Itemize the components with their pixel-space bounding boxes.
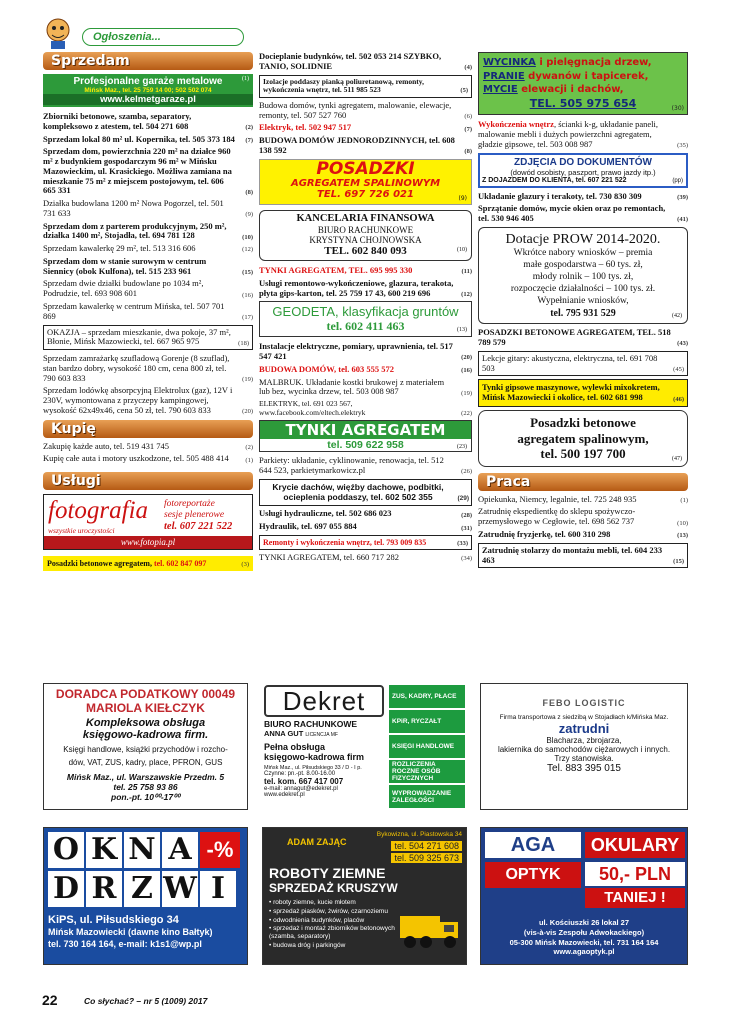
ad-number: (9): [458, 194, 467, 202]
ad-number: (5): [460, 87, 468, 95]
ad-number: (41): [677, 216, 688, 224]
okna-percent: -%: [200, 832, 240, 868]
aga-vis: (vis-à-vis Zespołu Adwokackiego): [523, 927, 645, 937]
ad-number: (33): [457, 539, 468, 547]
section-title: Ogłoszenia...: [93, 31, 161, 43]
okulary-text: OKULARY: [585, 832, 685, 858]
ad-number: (43): [677, 340, 688, 348]
okna-city: Mińsk Mazowiecki (dawne kino Bałtyk): [48, 927, 213, 938]
drzwi-letter: W: [163, 871, 197, 906]
ad-number: (6): [464, 112, 472, 120]
doradca-title: DORADCA PODATKOWY 00049: [55, 687, 236, 701]
dekret-licence: LICENCJA MF: [305, 732, 338, 738]
wycinka-line1: i pielęgnacja drzew,: [535, 57, 652, 68]
ad-number: (22): [461, 409, 472, 417]
posadzki-agregat-ad: [478, 328, 688, 348]
febo-line3: Blacharza, zbrojarza,: [546, 736, 622, 745]
zdjecia-sub: (dowód osobisty, paszport, prawo jazdy itp.): [510, 167, 656, 177]
ad-text: Sprzedam kawalerkę 29 m², tel. 513 316 606: [43, 243, 196, 254]
dekret-service: ZUS, KADRY, PŁACE: [389, 685, 465, 708]
ad-text: ELEKTRYK, tel. 691 023 567, www.facebook.com/eltech.elektryk: [259, 399, 366, 417]
okna-address: KiPS, ul. Piłsudskiego 34: [48, 914, 179, 926]
aga-price: 50,- PLN: [585, 862, 685, 886]
garage-sub: Mińsk Maz., tel. 25 759 14 00; 502 502 074: [84, 87, 212, 94]
ad-text: Izolacje poddaszy pianką poliuretanową, remonty, wykończenia wnętrz, tel. 511 985 523: [263, 76, 424, 95]
ad-number: (13): [677, 532, 688, 540]
remont-ad: [259, 279, 472, 299]
adam-title1: ROBOTY ZIEMNE: [269, 865, 386, 881]
ad-text: MALBRUK. Układanie kostki brukowej z materiałem lub bez, wycinka drzew, tel. 503 008 987: [259, 376, 445, 397]
header-logo: [38, 14, 80, 50]
doradca-line6: dów, VAT, ZUS, kadry, place, PFRON, GUS: [68, 758, 223, 767]
drzwi-row: [48, 871, 236, 907]
dekret-ad: [262, 683, 467, 810]
elektryk-ad: [259, 123, 472, 133]
okna-letter: N: [124, 832, 160, 868]
drzwi-letter: D: [48, 871, 84, 907]
okazja-ad: [43, 325, 253, 351]
prow-line: Wkrótce nabory wniosków – premia: [513, 248, 653, 259]
posadzki-big-ad: [259, 159, 472, 205]
zdjecia-ad: [478, 153, 688, 188]
ad-number: (15): [242, 269, 253, 277]
ad-number: (19): [242, 375, 253, 383]
izolacje-ad: [259, 75, 472, 98]
ad-number: (47): [672, 455, 682, 462]
aga-url[interactable]: www.agaoptyk.pl: [553, 947, 615, 957]
ad-number: (20): [242, 408, 253, 416]
ad-number: (46): [673, 396, 684, 404]
prow-line: rozpoczęcie działalności – 100 tys. zł.: [510, 284, 656, 295]
ad-text: Kupię całe auta i motory uszkodzone, tel. 505 488 414: [43, 453, 229, 464]
ad-text: Parkiety: układanie, cyklinowanie, renowacja, tel. 512 644 523, parkietymarkowicz.pl: [259, 455, 444, 476]
wycinka-ad: [478, 52, 688, 115]
ad-number: (45): [673, 365, 684, 373]
ad-number: (31): [461, 524, 472, 532]
dekret-logo: Dekret: [264, 685, 384, 717]
ad-text: Sprzedam lodówkę absorpcyjną Elektrolux (gaz), 12V i 230V, wymontowana z przyczepy kampingowej, wysokość 62x49x46, cena 50 zł, tel. 790 603 833: [43, 385, 233, 415]
febo-line4: lakiernika do samochodów ciężarowych i innych.: [497, 745, 671, 754]
sprzedam-list-2: [43, 354, 253, 416]
zdjecia-tel: Z DOJAZDEM DO KLIENTA, tel. 607 221 522: [482, 176, 627, 184]
okna-tel: tel. 730 164 164, e-mail: k1s1@wp.pl: [48, 938, 202, 949]
truck-icon: [398, 898, 462, 956]
ad-number: (3): [241, 560, 249, 568]
ad-text: Sprzedam dom w stanie surowym w centrum Siennicy (obok Kulfona), tel. 515 233 961: [43, 255, 207, 276]
tynki-gipsowe-ad: [478, 379, 688, 407]
ad-text: Usługi remontowo-wykończeniowe, glazura, terakota, płyta gips-karton, tel. 25 759 17 43, 600 219 696: [259, 277, 454, 298]
hydraulika-ad: [259, 509, 472, 519]
gitary-ad: [478, 351, 688, 377]
section-sprzedam: Sprzedam: [43, 52, 253, 70]
column-left: [43, 52, 253, 574]
adam-services: [269, 898, 399, 951]
column-right: [478, 52, 688, 571]
ad-number: (12): [461, 290, 472, 298]
krycie-ad: [259, 479, 472, 507]
adam-zajac-ad: [262, 827, 467, 965]
ad-number: (1): [245, 456, 253, 464]
ad-number: (4): [464, 64, 472, 72]
optyk-text: OPTYK: [485, 862, 581, 888]
posbet-tel: tel. 500 197 700: [540, 446, 626, 462]
kancelaria-title: KANCELARIA FINANSOWA: [296, 212, 435, 224]
febo-line5: Trzy stanowiska.: [554, 754, 614, 763]
ad-text: Usługi hydrauliczne, tel. 502 686 023: [259, 508, 392, 519]
prow-line: Wypełnianie wniosków,: [537, 295, 629, 306]
okna-letter: A: [162, 832, 198, 868]
zdjecia-title: ZDJĘCIA DO DOKUMENTÓW: [514, 156, 652, 168]
ad-number: (1): [680, 496, 688, 504]
ad-number: (19): [461, 389, 472, 397]
geodeta-tel: tel. 602 411 463: [326, 319, 405, 334]
sprzedam-list: [43, 112, 253, 322]
classified-ad: [43, 222, 253, 242]
ad-text: Sprzedam zamrażarkę szufladową Gorenje (8 szuflad), stan bardzo dobry, wysokość 180 cm, cena 800 zł, tel. 790 603 833: [43, 353, 230, 383]
okazja-text: OKAZJA – sprzedam mieszkanie, dwa pokoje, 37 m², Błonie, Mińsk Mazowiecki, tel. 667 965 975: [47, 326, 231, 347]
ad-text: Instalacje elektryczne, pomiary, uprawnienia, tel. 517 547 421: [259, 341, 453, 362]
ad-text: BUDOWA DOMÓW, tel. 603 555 572: [259, 363, 394, 374]
ad-text: Działka budowlana 1200 m² Nowa Pogorzel, tel. 501 731 633: [43, 198, 224, 218]
classified-ad: [43, 257, 253, 277]
section-uslugi: Usługi: [43, 472, 253, 490]
garage-title: Profesjonalne garaże metalowe: [73, 76, 223, 87]
ad-text: Sprzedam dom z parterem produkcyjnym, 250 m², działka 1400 m², Stojadła, tel. 694 781 128: [43, 220, 227, 241]
adam-service-item: • sprzedaż i montaż zbiorników betonowych (szamba, separatory): [269, 925, 395, 941]
dekret-line4: księgowo-kadrowa firm: [264, 752, 365, 762]
ad-text: Tynki gipsowe maszynowe, wylewki mixokretem, Mińsk Mazowiecki i okolice, tel. 602 681 998: [482, 382, 660, 403]
kancelaria-line3: KRYSTYNA CHOJNOWSKA: [309, 235, 422, 246]
adam-service-item: • roboty ziemne, kucie młotem: [269, 899, 356, 906]
ad-highlight: Wykończenia wnętrz: [478, 119, 554, 130]
adam-service-item: • sprzedaż piasków, żwirów, czarnoziemu: [269, 907, 388, 915]
column-middle: [259, 52, 472, 566]
ad-text: BUDOWA DOMÓW JEDNORODZINNYCH, tel. 608 138 592: [259, 135, 455, 155]
malbruk-ad: [259, 378, 472, 398]
ad-text: Lekcje gitary: akustyczna, elektryczna, tel. 691 708 503: [482, 352, 658, 373]
wykonczenia-ad: [478, 120, 688, 149]
ad-text: Elektryk, tel. 502 947 517: [259, 122, 352, 133]
dekret-hours: Czynne: pn.-pt. 8.00-16.00: [264, 771, 336, 777]
ad-text: Budowa domów, tynki agregatem, malowanie, elewacje, remonty, tel. 507 527 760: [259, 99, 452, 120]
garage-ad: [43, 74, 253, 107]
ad-text: Zbiorniki betonowe, szamba, separatory, kompleksowo z atestem, tel. 504 271 608: [43, 111, 192, 131]
praca-list: [478, 495, 688, 540]
mycie-word: MYCIE: [483, 84, 518, 95]
wycinka-word: WYCINKA: [483, 57, 536, 68]
prow-title: Dotacje PROW 2014-2020.: [505, 231, 661, 247]
ad-number: (23): [457, 444, 467, 451]
dekret-service: WYPROWADZANIE ZALEGŁOŚCI: [389, 785, 465, 808]
fotografia-logo: fotografia: [48, 497, 149, 525]
ad-number: (9): [245, 211, 253, 219]
ad-number: (30): [671, 105, 684, 112]
adam-service-item: • odwodnienia budynków, placów: [269, 916, 365, 924]
aga-ad: [480, 827, 688, 965]
geodeta-ad: [259, 301, 472, 337]
ad-number: (29): [457, 494, 469, 502]
dekret-url: www.edekret.pl: [264, 792, 305, 798]
aga-taniej: TANIEJ !: [585, 888, 685, 908]
wycinka-line2: dywanów i tapicerek,: [524, 70, 649, 82]
drzwi-letter: R: [86, 871, 122, 907]
kancelaria-tel: TEL. 602 840 093: [324, 245, 407, 258]
dekret-line3: Pełna obsługa: [264, 742, 326, 752]
tynki-tel: tel. 509 622 958: [327, 439, 404, 452]
ad-number: (7): [464, 125, 472, 133]
doradca-hours: pon.-pt. 10⁰⁰-17⁰⁰: [111, 792, 180, 802]
kancelaria-ad: [259, 210, 472, 261]
adam-address: Bykowizna, ul. Piastowska 34: [376, 831, 462, 838]
okna-row: [48, 832, 240, 868]
ad-number: (10): [457, 247, 467, 254]
dekret-service: KPiR, RYCZAŁT: [389, 710, 465, 733]
doradca-line5: Księgi handlowe, książki przychodów i rozcho-: [63, 745, 228, 754]
foto-line2: sesje plenerowe: [164, 510, 225, 521]
classified-ad: [43, 386, 253, 415]
foto-url[interactable]: www.fotopia.pl: [44, 536, 252, 549]
ad-text: Opiekunka, Niemcy, legalnie, tel. 725 248 935: [478, 493, 637, 504]
posadzki-tel: TEL. 697 726 021: [317, 188, 414, 200]
remonty-ad: [259, 535, 472, 550]
drzwi-letter: Z: [124, 871, 160, 907]
posadzki-text: Posadzki betonowe agregatem,: [47, 559, 154, 569]
doradca-name: MARIOLA KIEŁCZYK: [86, 701, 205, 715]
doradca-tel: tel. 25 758 93 86: [113, 782, 178, 792]
classified-ad: [43, 302, 253, 322]
adam-service-item: • budowa dróg i parkingów: [269, 941, 346, 949]
tynki-big-ad: [259, 420, 472, 452]
ad-text: Remonty i wykończenia wnętrz, tel. 793 009 835: [263, 537, 427, 547]
adam-logo: ADAM ZAJĄC: [287, 837, 347, 847]
ad-number: (11): [461, 268, 472, 276]
pranie-word: PRANIE: [483, 70, 525, 82]
drzwi-letter: I: [200, 871, 236, 907]
dekret-address: Mińsk Maz., ul. Piłsudskiego 33 / D - I p.: [264, 765, 362, 771]
wycinka-line3: elewacji i dachów,: [517, 84, 624, 95]
tynki-ad-3: [259, 553, 472, 563]
dekret-service: ROZLICZENIA ROCZNE OSÓB FIZYCZNYCH: [389, 760, 465, 783]
instalacje-ad: [259, 342, 472, 362]
prow-ad: [478, 227, 688, 324]
ad-number: (12): [242, 246, 253, 254]
stolarz-ad: [478, 543, 688, 569]
classified-ad: [43, 442, 253, 452]
dekret-services: [389, 685, 465, 808]
ad-text: Układanie glazury i terakoty, tel. 730 830 309: [478, 190, 642, 201]
section-header: [82, 28, 244, 46]
budowa-domow-ad: [259, 365, 472, 375]
posbet-line2: agregatem spalinowym,: [517, 430, 649, 446]
foto-line1: fotoreportaże: [164, 499, 215, 510]
ad-text: Zatrudnię fryzjerkę, tel. 600 310 298: [478, 528, 611, 539]
doradca-ad: [43, 683, 248, 810]
ad-number: (10): [677, 519, 688, 527]
ad-text: Docieplanie budynków, tel. 502 053 214 SZYBKO, TANIO, SOLIDNIE: [259, 51, 442, 71]
posadzki-ad: [43, 556, 253, 571]
febo-tel: Tel. 883 395 015: [547, 763, 621, 774]
ad-number: (17): [242, 314, 253, 322]
classified-ad: [43, 112, 253, 132]
tynki-title: TYNKI AGREGATEM: [260, 421, 471, 439]
classified-ad: [43, 147, 253, 196]
ad-number: (20): [461, 354, 472, 362]
section-kupie: Kupię: [43, 420, 253, 438]
classified-ad: [43, 135, 253, 145]
ad-number: (16): [242, 291, 253, 299]
dekret-email: e-mail: annagut@edekret.pl: [264, 786, 338, 792]
parkiety-ad: [259, 456, 472, 476]
classified-ad: [43, 279, 253, 299]
ad-number: (2): [245, 124, 253, 132]
ad-text: TYNKI AGREGATEM, TEL. 695 995 330: [259, 265, 413, 275]
doradca-address: Mińsk Maz., ul. Warszawskie Przedm. 5: [66, 772, 225, 782]
ad-number: (26): [461, 468, 472, 476]
geodeta-title: GEODETA, klasyfikacja gruntów: [272, 304, 459, 320]
posadzki-tel: tel. 602 847 097: [153, 559, 207, 569]
classified-ad: [43, 199, 253, 219]
truck-svg: [398, 898, 462, 954]
garage-num: (1): [242, 76, 249, 82]
sprzatanie-ad: [478, 204, 688, 224]
dekret-name: ANNA GUT: [264, 729, 304, 738]
fotopia-ad: [43, 494, 253, 550]
ad-number: (16): [461, 367, 472, 375]
posadzki-title: POSADZKI: [316, 158, 415, 179]
dekret-tel: tel. kom. 667 417 007: [264, 777, 344, 786]
ad-text: Zatrudnię ekspedientkę do sklepu spożywczo-przemysłowego w Cegłowie, tel. 698 562 737: [478, 506, 636, 527]
okna-letter: O: [48, 832, 84, 868]
ad-number: (8): [464, 148, 472, 156]
aga-logo: AGA: [485, 832, 581, 858]
foto-sub: wszystkie uroczystości: [48, 526, 115, 536]
ad-text: Sprzątanie domów, mycie okien oraz po remontach, tel. 530 946 405: [478, 203, 666, 224]
febo-line1: Firma transportowa z siedzibą w Stojadłach k/Mińska Maz.: [499, 714, 669, 721]
mascot-icon: [38, 14, 80, 50]
ad-number: (28): [461, 511, 472, 519]
ad-text: POSADZKI BETONOWE AGREGATEM, TEL. 518 789 579: [478, 327, 671, 348]
aga-address: ul. Kościuszki 26 lokal 27: [538, 918, 630, 927]
foto-tel: tel. 607 221 522: [164, 521, 233, 533]
ad-number: (pp): [672, 177, 683, 184]
ad-number: (34): [461, 555, 472, 563]
ad-number: (2): [245, 443, 253, 451]
ad-number: (42): [672, 312, 682, 319]
okna-ad: [43, 827, 248, 965]
ad-text: TYNKI AGREGATEM, tel. 660 717 282: [259, 552, 400, 563]
aga-tel: 05-300 Mińsk Mazowiecki, tel. 731 164 164: [509, 937, 659, 947]
section-praca: Praca: [478, 473, 688, 491]
prow-tel: tel. 795 931 529: [550, 307, 616, 319]
magazine-name: Co słychać? – nr 5 (1009) 2017: [84, 996, 208, 1006]
ad-number: (35): [677, 142, 688, 150]
kupie-list: [43, 442, 253, 465]
ad-text: Sprzedam dom, powierzchnia 220 m² na działce 960 m² z budynkiem gospodarczym 96 m² w Mińsku Mazowieckim, ul. Krasickiego. Możliwa zamiana na mieszkanie 75 m² z miejscem postojowym, tel. 606 665 331: [43, 146, 232, 196]
classified-ad: [43, 354, 253, 383]
okna-letter: K: [86, 832, 122, 868]
classified-ad: [43, 454, 253, 464]
classified-ad: [478, 507, 688, 527]
budowa-jedn-ad: [259, 136, 472, 156]
wycinka-tel: TEL. 505 975 654: [529, 96, 637, 110]
dekret-service: KSIĘGI HANDLOWE: [389, 735, 465, 758]
ad-number: (8): [245, 188, 253, 196]
ad-text: Zakupię każde auto, tel. 519 431 745: [43, 440, 170, 451]
doradca-line4: księgowo-kadrowa firm.: [82, 729, 209, 741]
prow-line: młody rolnik – 100 tys. zł,: [532, 272, 634, 283]
febo-logo: FEBO LOGISTIC: [542, 698, 626, 708]
kancelaria-line2: BIURO RACHUNKOWE: [317, 224, 414, 235]
ad-number: (15): [673, 557, 684, 565]
ad-text: Krycie dachów, więźby dachowe, podbitki, ocieplenia poddaszy, tel. 602 502 355: [272, 481, 444, 502]
classified-ad: [478, 495, 688, 505]
prow-line: małe gospodarstwa – 60 tys. zł,: [523, 260, 643, 271]
posadzki-sub: AGREGATEM SPALINOWYM: [290, 177, 441, 189]
ad-text: Zatrudnię stolarzy do montażu mebli, tel. 604 233 463: [482, 544, 663, 565]
ad-text: , ścianki k-g, układanie paneli, malowanie mebli i dużych powierzchni agregatem, gładzie gipsowe, tel. 503 008 987: [478, 119, 659, 149]
elektryk-2-ad: [259, 400, 472, 417]
adam-tel1: tel. 504 271 608: [391, 841, 462, 851]
glazura-ad: [478, 192, 688, 202]
tynki-ad-1: [259, 266, 472, 276]
doradca-line3: Kompleksowa obsługa: [85, 717, 206, 729]
adam-tel2: tel. 509 325 673: [391, 853, 462, 863]
ad-number: (10): [242, 233, 253, 241]
ad-text: Sprzedam dwie działki budowlane po 1034 m², Podrudzie, tel. 693 908 601: [43, 278, 204, 299]
docieplanie-ad: [259, 52, 472, 72]
classified-ad: [478, 530, 688, 540]
ad-text: Hydraulik, tel. 697 055 884: [259, 521, 357, 532]
posbet-line1: Posadzki betonowe: [530, 414, 636, 430]
ad-number: (39): [677, 193, 688, 201]
adam-title2: SPRZEDAŻ KRUSZYW: [269, 881, 398, 895]
febo-zatrudni: zatrudni: [558, 721, 610, 736]
ad-number: (7): [245, 136, 253, 144]
page-number: 22: [42, 992, 58, 1008]
ad-number: (18): [238, 339, 249, 347]
dekret-title: BIURO RACHUNKOWE: [264, 719, 358, 729]
budowa-ad: [259, 101, 472, 121]
garage-url[interactable]: www.kelmetgaraze.pl: [43, 94, 253, 105]
classified-ad: [43, 244, 253, 254]
ad-text: Sprzedam kawalerkę w centrum Mińska, tel. 507 701 869: [43, 301, 225, 321]
posadzki-betonowe-ad: [478, 410, 688, 467]
hydraulik-ad: [259, 522, 472, 532]
ad-text: Sprzedam lokal 80 m² ul. Kopernika, tel. 505 373 184: [43, 133, 235, 144]
febo-ad: [480, 683, 688, 810]
ad-number: (13): [457, 327, 467, 334]
